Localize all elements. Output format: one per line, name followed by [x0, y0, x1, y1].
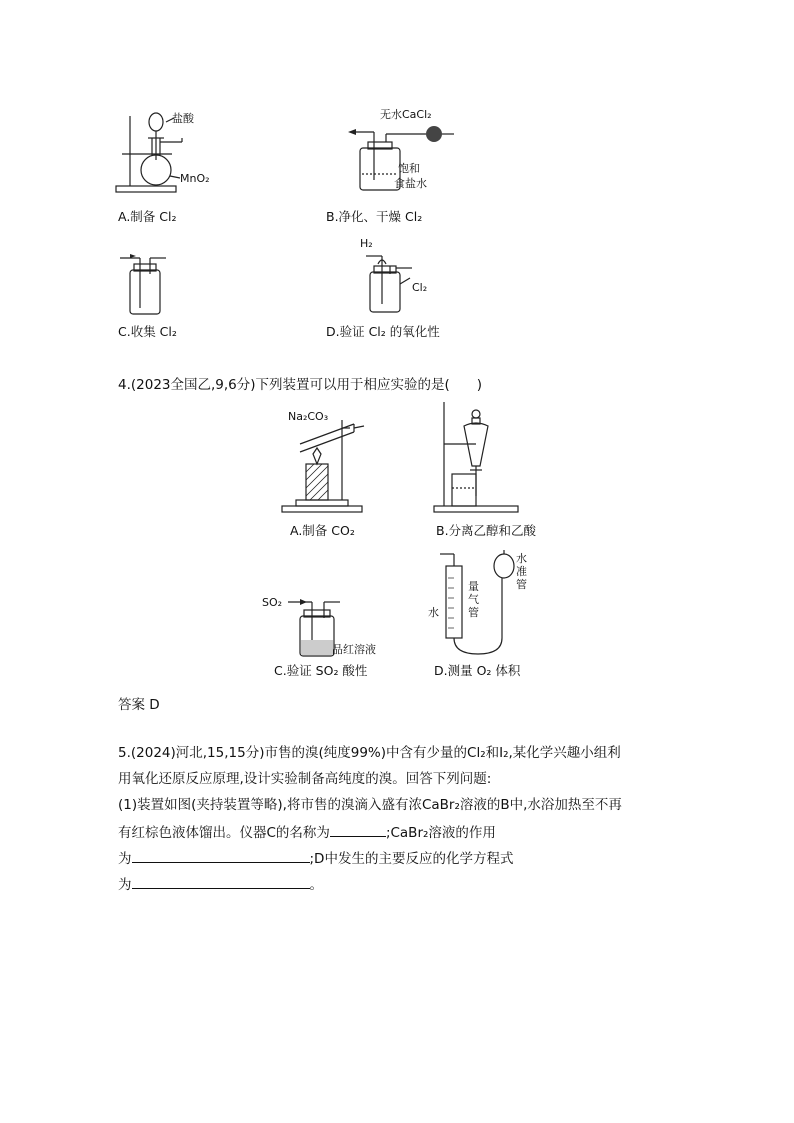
label-mno2: MnO₂: [180, 172, 210, 185]
apparatus-c-collect: [112, 248, 172, 318]
option-4c-caption: C.验证 SO₂ 酸性: [274, 663, 368, 678]
q5-text-3b: ;D中发生的主要反应的化学方程式: [309, 851, 514, 867]
option-4b-caption: B.分离乙醇和乙酸: [436, 523, 537, 538]
label-saturated: 饱和: [398, 162, 420, 175]
label-anhydrous-cacl2: 无水CaCl₂: [380, 108, 432, 121]
label-water: 水: [428, 606, 439, 619]
option-a-caption: A.制备 Cl₂: [118, 209, 177, 224]
answer-blank-cabr2-role[interactable]: [132, 848, 310, 863]
label-h2: H₂: [360, 237, 373, 250]
answer-line: 答案 D: [118, 697, 160, 713]
question-5-line-1: 5.(2024)河北,15,15分)市售的溴(纯度99%)中含有少量的Cl₂和I₂,某化学兴趣小组利: [118, 745, 621, 761]
option-c-caption: C.收集 Cl₂: [118, 324, 177, 339]
label-gas-burette: 量气管: [468, 580, 479, 619]
label-magenta-solution: 品红溶液: [332, 643, 376, 656]
q5-text-3a: 为: [118, 851, 132, 867]
question-4-stem: 4.(2023全国乙,9,6分)下列装置可以用于相应实验的是( ): [118, 377, 483, 393]
question-5-sub1-line-1: (1)装置如图(夹持装置等略),将市售的溴滴入盛有浓CaBr₂溶液的B中,水浴加热至不再: [118, 797, 622, 813]
label-na2co3: Na₂CO₃: [288, 410, 329, 423]
label-cl2: Cl₂: [412, 281, 428, 294]
q5-text-2a: 有红棕色液体馏出。仪器C的名称为: [118, 825, 330, 841]
label-so2: SO₂: [262, 596, 283, 609]
option-b-caption: B.净化、干燥 Cl₂: [326, 209, 423, 224]
option-4a-caption: A.制备 CO₂: [290, 523, 355, 538]
label-brine: 食盐水: [394, 177, 427, 190]
label-hydrochloric-acid: 盐酸: [172, 112, 194, 125]
answer-blank-instrument-c[interactable]: [330, 822, 386, 837]
label-leveling-tube: 水准管: [516, 552, 527, 591]
question-5-sub1-line-4: [118, 874, 323, 894]
option-d-caption: D.验证 Cl₂ 的氧化性: [326, 324, 440, 339]
question-5-line-2: 用氧化还原反应原理,设计实验制备高纯度的溴。回答下列问题:: [118, 771, 492, 787]
question-5-sub1-line-2: [118, 822, 496, 842]
option-4d-caption: D.测量 O₂ 体积: [434, 663, 521, 678]
apparatus-d-verify-oxidizing: [356, 244, 436, 316]
q5-text-4a: 为: [118, 877, 132, 893]
q5-text-4b: 。: [309, 877, 323, 893]
question-5-sub1-line-3: [118, 848, 513, 868]
q5-text-2b: ;CaBr₂溶液的作用: [385, 825, 496, 841]
apparatus-4b-separatory-funnel: [424, 400, 524, 518]
answer-blank-equation[interactable]: [132, 874, 310, 889]
